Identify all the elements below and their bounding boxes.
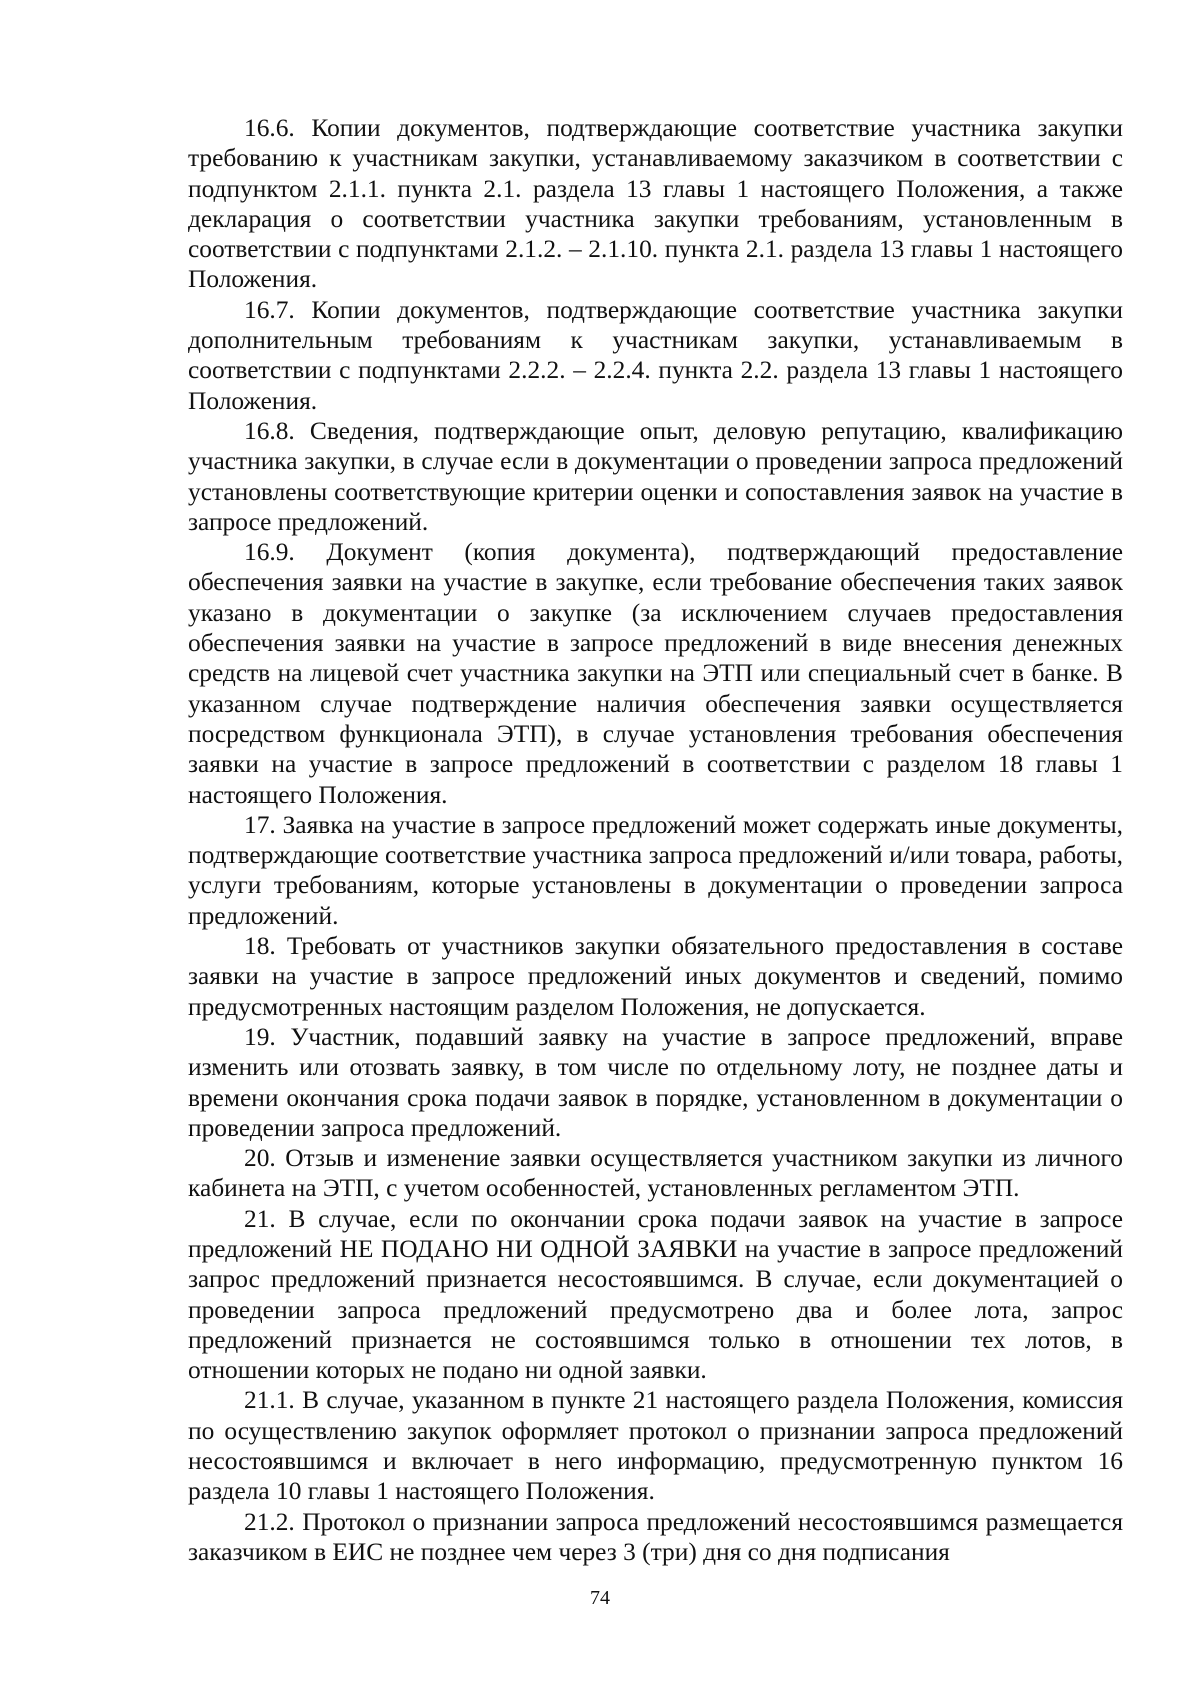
paragraph-20: 20. Отзыв и изменение заявки осуществляется участником закупки из личного кабинета на ЭТП, с учетом особенностей, установленных регламентом ЭТП. <box>188 1144 1123 1203</box>
paragraph-16-7: 16.7. Копии документов, подтверждающие соответствие участника закупки дополнительным требованиям к участникам закупки, устанавливаемым в соответствии с подпунктами 2.2.2. – 2.2.4. пункта 2.2. раздела 13 главы 1 настоящего Положения. <box>188 295 1123 415</box>
paragraph-17: 17. Заявка на участие в запросе предложений может содержать иные документы, подтверждающие соответствие участника запроса предложений и/или товара, работы, услуги требованиям, которые установлены в документации о проведении запроса предложений. <box>188 810 1123 930</box>
paragraph-18: 18. Требовать от участников закупки обязательного предоставления в составе заявки на участие в запросе предложений иных документов и сведений, помимо предусмотренных настоящим разделом Положения, не допускается. <box>188 932 1123 1021</box>
paragraph-21-2: 21.2. Протокол о признании запроса предложений несостоявшимся размещается заказчиком в ЕИС не позднее чем через 3 (три) дня со дня подписания <box>188 1507 1123 1566</box>
page-number: 74 <box>590 1587 610 1609</box>
paragraph-16-9: 16.9. Документ (копия документа), подтверждающий предоставление обеспечения заявки на участие в закупке, если требование обеспечения таких заявок указано в документации о закупке (за исключением случаев предоставления обеспечения заявки на участие в запросе предложений в виде внесения денежных средств на лицевой счет участника закупки на ЭТП или специальный счет в банке. В указанном случае подтверждение наличия обеспечения заявки осуществляется посредством функционала ЭТП), в случае установления требования обеспечения заявки на участие в запросе предложений в соответствии с разделом 18 главы 1 настоящего Положения. <box>188 538 1123 809</box>
document-body <box>188 113 1123 1567</box>
paragraph-21-1: 21.1. В случае, указанном в пункте 21 настоящего раздела Положения, комиссия по осуществлению закупок оформляет протокол о признании запроса предложений несостоявшимся и включает в него информацию, предусмотренную пунктом 16 раздела 10 главы 1 настоящего Положения. <box>188 1386 1123 1506</box>
paragraph-16-8: 16.8. Сведения, подтверждающие опыт, деловую репутацию, квалификацию участника закупки, в случае если в документации о проведении запроса предложений установлены соответствующие критерии оценки и сопоставления заявок на участие в запросе предложений. <box>188 416 1123 536</box>
paragraph-21: 21. В случае, если по окончании срока подачи заявок на участие в запросе предложений НЕ ПОДАНО НИ ОДНОЙ ЗАЯВКИ на участие в запросе предложений запрос предложений признается несостоявшимся. В случае, если документацией о проведении запроса предложений предусмотрено два и более лота, запрос предложений признается не состоявшимся только в отношении тех лотов, в отношении которых не подано ни одной заявки. <box>188 1204 1123 1385</box>
paragraph-16-6: 16.6. Копии документов, подтверждающие соответствие участника закупки требованию к участникам закупки, устанавливаемому заказчиком в соответствии с подпунктом 2.1.1. пункта 2.1. раздела 13 главы 1 настоящего Положения, а также декларация о соответствии участника закупки требованиям, установленным в соответствии с подпунктами 2.1.2. – 2.1.10. пункта 2.1. раздела 13 главы 1 настоящего Положения. <box>188 114 1123 294</box>
paragraph-19: 19. Участник, подавший заявку на участие в запросе предложений, вправе изменить или отозвать заявку, в том числе по отдельному лоту, не позднее даты и времени окончания срока подачи заявок в порядке, установленном в документации о проведении запроса предложений. <box>188 1022 1123 1142</box>
